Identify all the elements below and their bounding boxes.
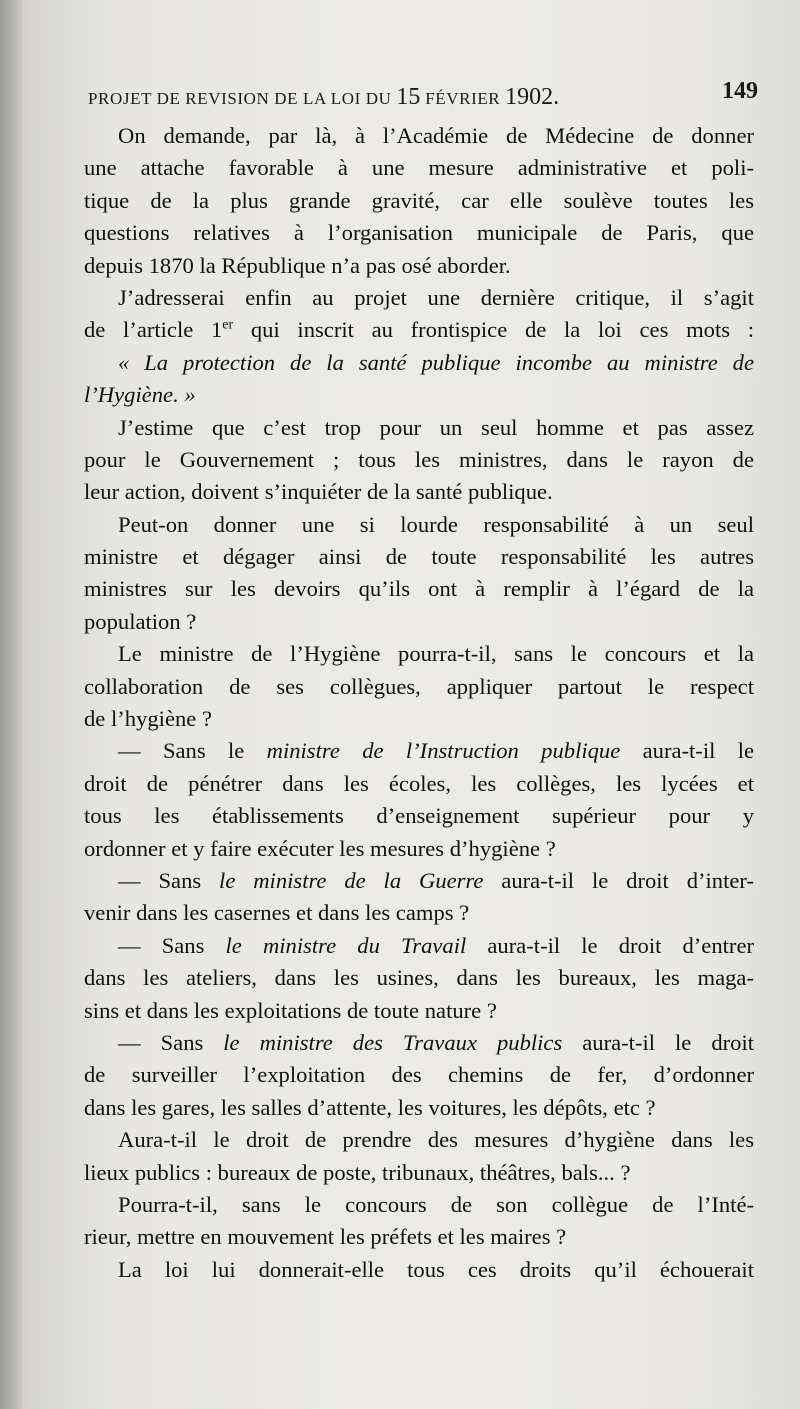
italic-ministry: ministre de l’Instruction publique [266,738,621,764]
text-line [84,930,754,962]
italic-ministry: le ministre du Travail [225,932,467,958]
text-line [84,379,754,411]
text-line [84,347,754,379]
text-fragment: aura-t-il le droit d’entrer [466,932,754,958]
superscript: er [222,317,234,333]
text-line: La loi lui donnerait-elle tous ces droits qu’il échouerait [118,1256,754,1282]
text-fragment: de l’article 1 [84,317,223,343]
text-line [84,865,754,897]
body-text [84,120,754,1286]
italic-quote: « La protection de la santé publique incombe au ministre de [118,349,754,375]
italic-ministry: le ministre de la Guerre [219,867,484,893]
text-line: depuis 1870 la République n’a pas osé aborder. [84,252,511,278]
text-fragment: — Sans [118,1029,224,1055]
text-line: ordonner et y faire exécuter les mesures d’hygiène ? [84,835,556,861]
text-line: On demande, par là, à l’Académie de Médecine de donner [118,123,754,148]
text-fragment: — Sans [118,867,220,893]
text-line: leur action, doivent s’inquiéter de la santé publique. [84,479,553,505]
text-fragment: aura-t-il le droit [562,1029,755,1055]
text-line: J’adresserai enfin au projet une dernière critique, il s’agit [118,284,754,310]
running-head-year: 1902. [505,84,560,110]
text-line: Le ministre de l’Hygiène pourra-t-il, sans le concours et la [118,641,754,667]
text-line: lieux publics : bureaux de poste, tribunaux, théâtres, bals... ? [84,1159,631,1185]
text-line: Aura-t-il le droit de prendre des mesures d’hygiène dans les [118,1127,754,1153]
running-head [88,84,559,111]
text-line [84,314,754,346]
text-line: ministre et dégager ainsi de toute responsabilité les autres [84,544,754,570]
text-line [84,1027,754,1059]
text-line: droit de pénétrer dans les écoles, les collèges, les lycées et [84,770,754,796]
text-line [84,735,754,767]
text-line: venir dans les casernes et dans les camps ? [84,900,470,926]
text-fragment: — Sans [118,932,226,958]
italic-quote: l’Hygiène. » [84,382,196,408]
italic-ministry: le ministre des Travaux publics [223,1029,563,1055]
running-head-text: PROJET DE REVISION DE LA LOI DU [88,89,397,108]
text-line: de l’hygiène ? [84,706,212,732]
text-line: ministres sur les devoirs qu’ils ont à remplir à l’égard de la [84,576,754,602]
text-line: sins et dans les exploitations de toute nature ? [84,997,497,1023]
text-line: Peut-on donner une si lourde responsabilité à un seul [118,511,754,537]
running-head-day: 15 [396,84,421,110]
text-fragment: aura-t-il le droit d’inter- [483,867,755,893]
text-line: collaboration de ses collègues, appliquer partout le respect [84,673,754,699]
text-line: pour le Gouvernement ; tous les ministres, dans le rayon de [84,446,754,472]
text-line: rieur, mettre en mouvement les préfets et les maires ? [84,1224,567,1250]
binding-shadow [0,0,22,1409]
text-line: Pourra-t-il, sans le concours de son collègue de l’Inté- [118,1191,754,1217]
running-head-month: FÉVRIER [420,89,506,108]
text-line: dans les ateliers, dans les usines, dans les bureaux, les maga- [84,965,754,991]
text-fragment: aura-t-il le [620,738,755,764]
text-line: dans les gares, les salles d’attente, les voitures, les dépôts, etc ? [84,1094,656,1120]
text-line: tous les établissements d’enseignement supérieur pour y [84,803,754,829]
text-line: une attache favorable à une mesure administrative et poli- [84,155,754,181]
text-line: tique de la plus grande gravité, car elle soulève toutes les [84,187,754,213]
text-line: de surveiller l’exploitation des chemins de fer, d’ordonner [84,1062,754,1088]
text-fragment: qui inscrit au frontispice de la loi ces mots : [233,317,754,343]
text-line: questions relatives à l’organisation municipale de Paris, que [84,220,754,246]
text-line: J’estime que c’est trop pour un seul homme et pas assez [118,414,754,440]
text-fragment: — Sans le [118,738,267,764]
page-number: 149 [722,78,758,104]
text-line: population ? [84,608,197,634]
